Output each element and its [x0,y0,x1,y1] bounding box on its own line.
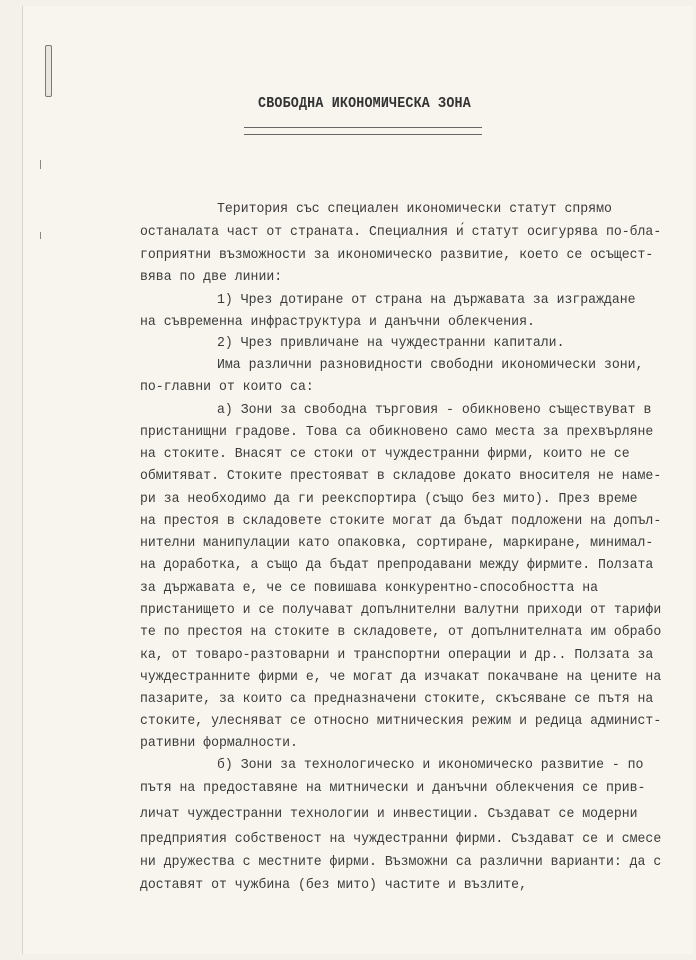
text-line: 2) Чрез привличане на чуждестранни капитали. [217,335,565,351]
margin-mark [40,232,41,239]
text-line: гоприятни възможности за икономическо развитие, което се осъщест- [140,247,654,263]
text-line: чуждестранните фирми е, че могат да изчакат покачване на цените на [140,669,662,685]
text-line: пазарите, за които са предназначени стоките, скъсяване се пътя на [140,691,654,707]
text-line: а) Зони за свободна търговия - обикновено съществуват в [217,402,652,418]
text-line: за държавата е, че се повишава конкурентно-способността на [140,580,599,596]
text-line: по-главни от които са: [140,379,314,395]
text-line: ка, от товаро-разтоварни и транспортни операции и др.. Ползата за [140,647,654,663]
text-line: на престоя в складовете стоките могат да бъдат подложени на допъл- [140,513,662,529]
text-line: вява по две линии: [140,269,283,285]
text-line: личат чуждестранни технологии и инвестиции. Създават се модерни [140,806,638,822]
title-underline [244,127,482,135]
text-line: пристанищни градове. Това са обикновено само места за прехвърляне [140,424,654,440]
document-title: СВОБОДНА ИКОНОМИЧЕСКА ЗОНА [258,96,471,112]
staple-mark [45,45,52,97]
text-line: на доработка, а също да бъдат препродавани между фирмите. Ползата [140,557,654,573]
text-line: на съвременна инфраструктура и данъчни облекчения. [140,314,535,330]
text-line: обмитяват. Стоките престояват в складове докато вносителя не наме- [140,468,662,484]
text-line: ри за необходимо да ги реекспортира (също без мито). През време [140,491,638,507]
text-line: останалата част от страната. Специалния и́ статут осигурява по-бла- [140,224,662,240]
text-line: предприятия собственост на чуждестранни фирми. Създават се и смесе [140,831,662,847]
text-line: доставят от чужбина (без мито) частите и възлите, [140,877,527,893]
text-line: на стоките. Внасят се стоки от чуждестранни фирми, които не се [140,446,630,462]
text-line: Има различни разновидности свободни икономически зони, [217,357,644,373]
text-line: 1) Чрез дотиране от страна на държавата за изграждане [217,292,636,308]
text-line: пътя на предоставяне на митнически и данъчни облекчения се прив- [140,780,646,796]
text-line: ративни формалности. [140,735,298,751]
text-line: нителни манипулации като опаковка, сортиране, маркиране, минимал- [140,535,654,551]
text-line: б) Зони за технологическо и икономическо развитие - по [217,757,644,773]
text-line: те по престоя на стоките в складовете, от допълнителната им обрабо [140,624,662,640]
text-line: Територия със специален икономически статут спрямо [217,201,612,217]
margin-mark [40,160,41,169]
text-line: стоките, улесняват се относно митническия режим и редица админист- [140,713,662,729]
text-line: пристанището и се получават допълнителни валутни приходи от тарифи [140,602,662,618]
text-line: ни дружества с местните фирми. Възможни са различни варианти: да с [140,854,662,870]
